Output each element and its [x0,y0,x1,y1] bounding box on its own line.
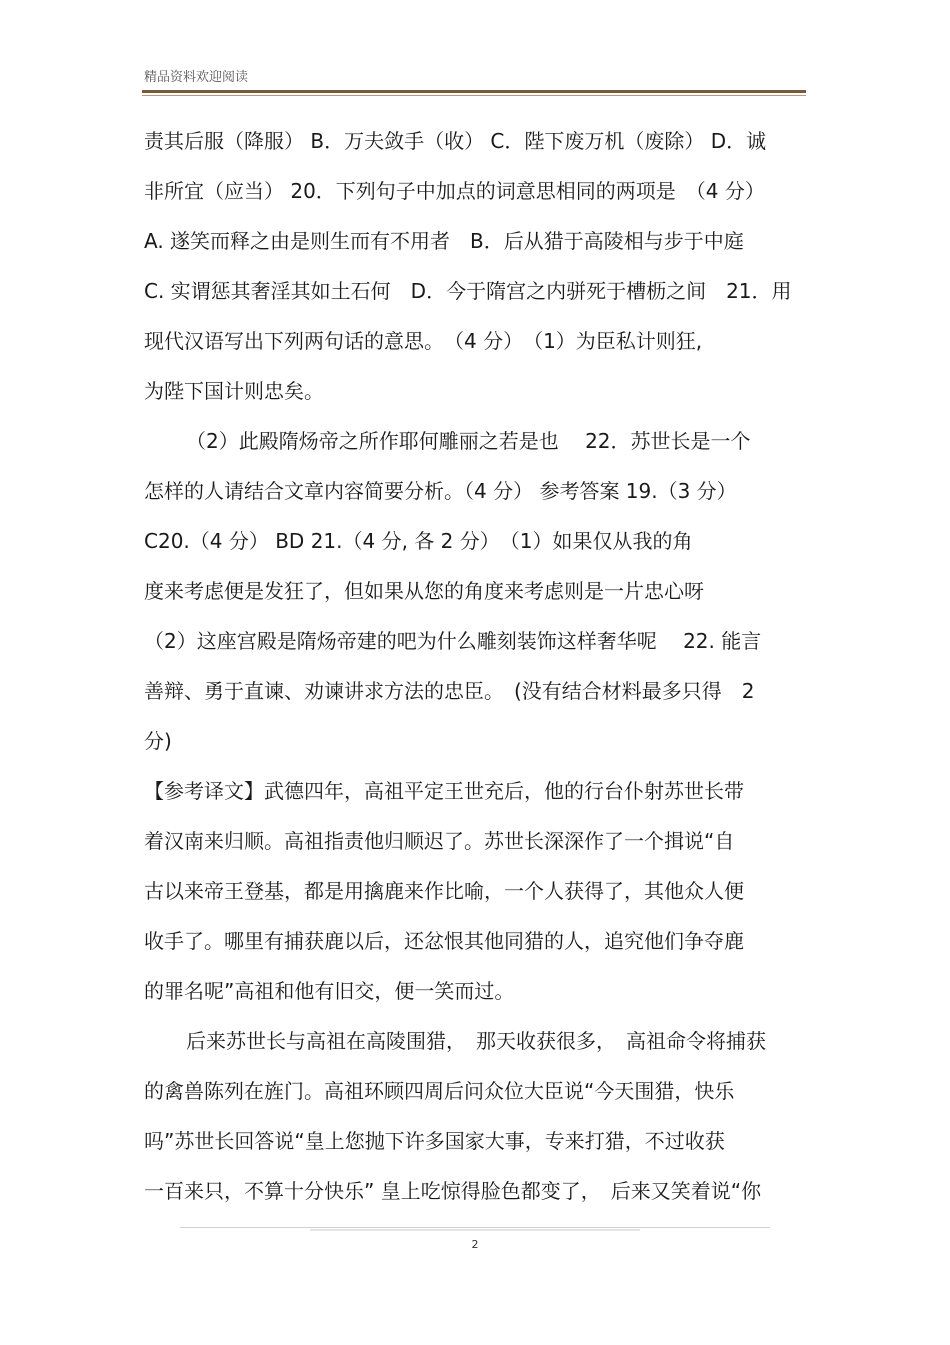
header-rule-thin [142,95,806,96]
text-line: 善辩、勇于直谏、劝谏讲求方法的忠臣。 (没有结合材料最多只得 2 [144,679,755,703]
text-line: 【参考译文】武德四年，高祖平定王世充后，他的行台仆射苏世长带 [144,779,744,803]
text-line: 吗”苏世长回答说“皇上您抛下许多国家大事，专来打猎，不过收获 [144,1129,725,1153]
header-rule-thick [142,90,806,93]
text-line: 一百来只，不算十分快乐” 皇上吃惊得脸色都变了， 后来又笑着说“你 [144,1179,762,1203]
text-line: C. 实谓惩其奢淫其如土石何 D．今于隋宫之内骈死于槽枥之间 21．用 [144,279,792,303]
text-line: 非所宜（应当） 20．下列句子中加点的词意思相同的两项是 （4 分） [144,179,765,203]
text-line: 责其后服（降服） B．万夫敛手（收） C．陛下废万机（废除） D．诚 [144,129,767,153]
text-line: 怎样的人请结合文章内容简要分析。（4 分） 参考答案 19.（3 分） [144,479,737,503]
text-line: 的罪名呢”高祖和他有旧交，便一笑而过。 [144,979,515,1003]
text-line: 现代汉语写出下列两句话的意思。 （4 分） （1）为臣私计则狂, [144,329,703,353]
text-line: （2）此殿隋炀帝之所作耶何雕丽之若是也 22．苏世长是一个 [186,429,751,453]
text-line: 收手了。哪里有捕获鹿以后，还忿恨其他同猎的人，追究他们争夺鹿 [144,929,744,953]
text-line: C20.（4 分） BD 21.（4 分, 各 2 分） （1）如果仅从我的角 [144,529,693,553]
text-line: 为陛下国计则忠矣。 [144,379,324,403]
footer-rule [180,1227,770,1228]
footer-rule-shadow [310,1229,640,1231]
text-line: 的禽兽陈列在旌门。高祖环顾四周后问众位大臣说“今天围猎，快乐 [144,1079,735,1103]
text-line: 分) [144,729,172,753]
page-number: 2 [471,1238,479,1251]
text-line: 着汉南来归顺。高祖指责他归顺迟了。苏世长深深作了一个揖说“自 [144,829,735,853]
text-line: 后来苏世长与高祖在高陵围猎， 那天收获很多， 高祖命令将捕获 [186,1029,766,1053]
page-header-title: 精品资料欢迎阅读 [144,70,249,85]
text-line: A. 遂笑而释之由是则生而有不用者 B．后从猎于高陵相与步于中庭 [144,229,744,253]
text-line: （2）这座宫殿是隋炀帝建的吧为什么雕刻装饰这样奢华呢 22. 能言 [144,629,762,653]
text-line: 度来考虑便是发狂了，但如果从您的角度来考虑则是一片忠心呀 [144,579,704,603]
text-line: 古以来帝王登基，都是用擒鹿来作比喻，一个人获得了，其他众人便 [144,879,744,903]
